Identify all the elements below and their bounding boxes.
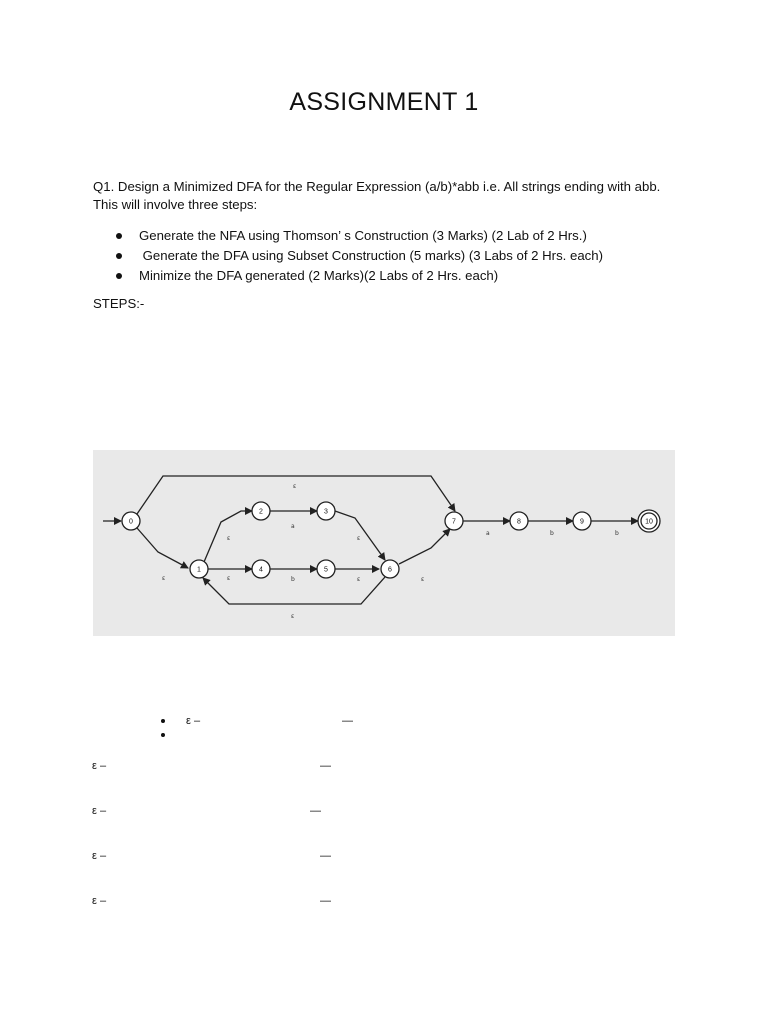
edge-label-9-10: b bbox=[615, 530, 619, 537]
edge-label-1-4: ε bbox=[227, 575, 231, 582]
edge-label-5-6: ε bbox=[357, 576, 361, 583]
edge-0-7 bbox=[137, 476, 455, 514]
closure-sub-bullet-2 bbox=[160, 728, 200, 742]
state-2 bbox=[252, 502, 270, 520]
closure-line-4-text: ε – bbox=[92, 895, 107, 907]
svg-text:9: 9 bbox=[580, 518, 584, 526]
closure-line-1 bbox=[92, 759, 331, 773]
closure-line-1-dash: — bbox=[320, 760, 331, 772]
state-9 bbox=[573, 512, 591, 530]
edge-label-4-5: b bbox=[291, 576, 295, 583]
state-7 bbox=[445, 512, 463, 530]
edge-label-1-2: ε bbox=[227, 535, 231, 542]
svg-text:10: 10 bbox=[645, 518, 653, 526]
edge-label-6-7: ε bbox=[421, 576, 425, 583]
state-8 bbox=[510, 512, 528, 530]
state-0 bbox=[122, 512, 140, 530]
closure-sub-bullet-1-text: ε – bbox=[186, 715, 201, 727]
state-6 bbox=[381, 560, 399, 578]
assignment-title: ASSIGNMENT 1 bbox=[289, 88, 479, 116]
steps-bullet-list bbox=[113, 226, 603, 286]
svg-text:2: 2 bbox=[259, 508, 263, 516]
question-text bbox=[93, 178, 683, 214]
edge-label-0-7: ε bbox=[293, 483, 297, 490]
edge-label-2-3: a bbox=[291, 523, 295, 530]
question-line-2: This will involve three steps: bbox=[93, 197, 258, 212]
closure-line-2-dash: — bbox=[310, 805, 321, 817]
closure-line-2-text: ε – bbox=[92, 805, 107, 817]
edge-6-7 bbox=[399, 529, 450, 564]
edge-label-0-1: ε bbox=[162, 575, 166, 582]
bullet-item-dfa: Generate the DFA using Subset Construction (5 marks) (3 Labs of 2 Hrs. each) bbox=[113, 246, 603, 266]
svg-text:8: 8 bbox=[517, 518, 521, 526]
svg-text:5: 5 bbox=[324, 566, 328, 574]
edge-label-7-8: a bbox=[486, 530, 490, 537]
closure-line-1-text: ε – bbox=[92, 760, 107, 772]
bullet-item-minimize: Minimize the DFA generated (2 Marks)(2 Labs of 2 Hrs. each) bbox=[113, 266, 603, 286]
svg-text:7: 7 bbox=[452, 518, 456, 526]
bullet-item-nfa: Generate the NFA using Thomson’ s Construction (3 Marks) (2 Lab of 2 Hrs.) bbox=[113, 226, 603, 246]
closure-line-3-text: ε – bbox=[92, 850, 107, 862]
edge-label-8-9: b bbox=[550, 530, 554, 537]
closure-line-4 bbox=[92, 894, 331, 908]
state-10-accepting bbox=[638, 510, 660, 532]
closure-sub-bullet-1 bbox=[160, 714, 353, 728]
closure-sub-bullet-1-dash: — bbox=[342, 715, 353, 727]
edge-0-1 bbox=[137, 528, 188, 568]
state-1 bbox=[190, 560, 208, 578]
state-3 bbox=[317, 502, 335, 520]
steps-heading: STEPS:- bbox=[93, 296, 145, 311]
question-line-1: Q1. Design a Minimized DFA for the Regular Expression (a/b)*abb i.e. All strings ending with abb. bbox=[93, 179, 661, 194]
edge-label-3-6: ε bbox=[357, 535, 361, 542]
closure-sub-bullets bbox=[160, 714, 353, 742]
svg-text:4: 4 bbox=[259, 566, 263, 574]
nfa-diagram bbox=[93, 450, 675, 636]
closure-line-2 bbox=[92, 804, 321, 818]
closure-line-3-dash: — bbox=[320, 850, 331, 862]
nfa-diagram-svg bbox=[93, 450, 675, 636]
svg-text:6: 6 bbox=[388, 566, 392, 574]
edge-label-6-1: ε bbox=[291, 613, 295, 620]
svg-text:0: 0 bbox=[129, 518, 133, 526]
closure-line-4-dash: — bbox=[320, 895, 331, 907]
state-5 bbox=[317, 560, 335, 578]
closure-line-3 bbox=[92, 849, 331, 863]
svg-text:3: 3 bbox=[324, 508, 328, 516]
state-4 bbox=[252, 560, 270, 578]
svg-text:1: 1 bbox=[197, 566, 201, 574]
